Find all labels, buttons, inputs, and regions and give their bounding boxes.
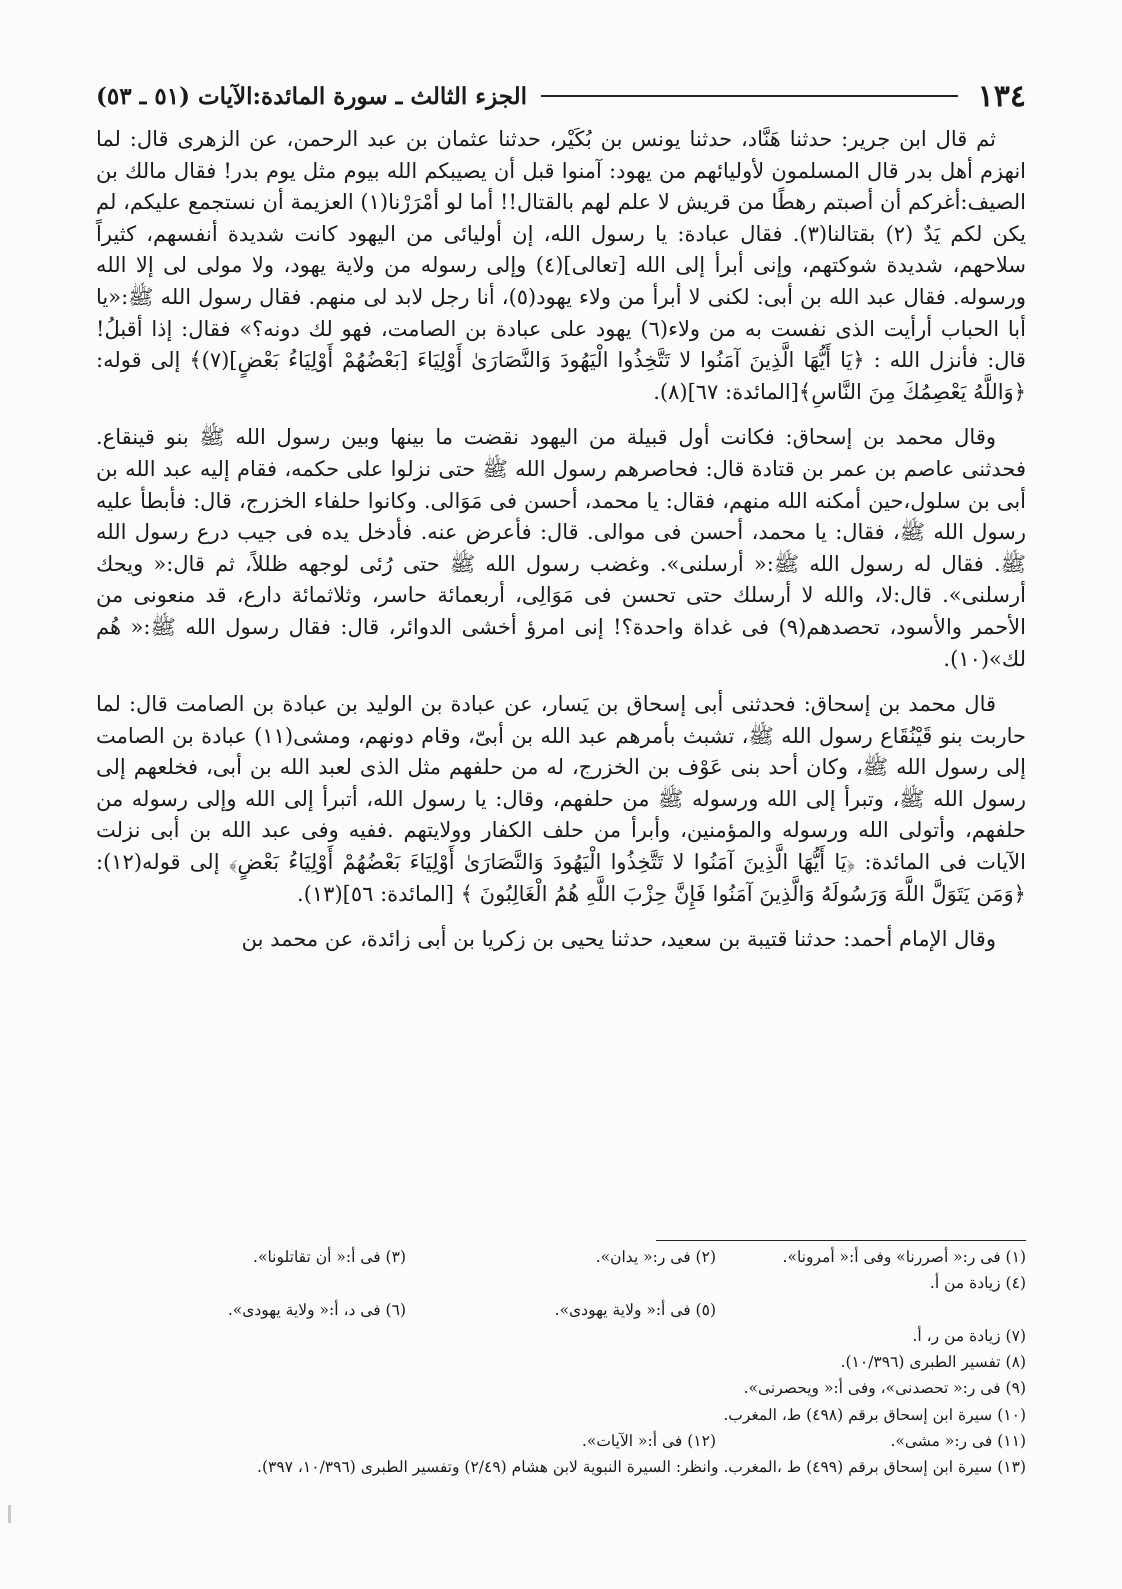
footnote: (١١) فى ر:« مشى». — [890, 1432, 1026, 1451]
footnote-row — [96, 1428, 1026, 1454]
footnote-spacer — [716, 1297, 1026, 1323]
footnote: (٨) تفسير الطبرى (١٠/٣٩٦). — [840, 1353, 1026, 1372]
footnote: (٦) فى د، أ:« ولاية يهودى». — [227, 1300, 406, 1319]
footnote: (١) فى ر:« أصررنا» وفى أ:« أمرونا». — [782, 1248, 1026, 1266]
scan-edge-mark — [8, 1505, 11, 1523]
footnote: (٤) زيادة من أ. — [929, 1274, 1026, 1293]
footnote-row — [96, 1244, 1026, 1270]
footnote: (٩) فى ر:« تحصدنى»، وفى أ:« ويحصرنى». — [743, 1379, 1026, 1398]
footnote: (٣) فى أ:« أن تقاتلونا». — [253, 1248, 406, 1266]
footnote-row — [96, 1297, 1026, 1323]
footnote: (٧) زيادة من ر، أ. — [912, 1326, 1026, 1345]
footnote: (٥) فى أ:« ولاية يهودى». — [554, 1300, 716, 1319]
footnotes — [96, 1244, 1026, 1481]
paragraph: قال محمد بن إسحاق: فحدثنى أبى إسحاق بن يَسار، عن عبادة بن الوليد بن عبادة بن الصامت قال: لما حاربت بنو قَيْنُقَاع رسول الله ﷺ، تشبث بأمرهم عبد الله بن أبىّ، وقام دونهم، ومشى(١١) عبادة بن الصامت إلى رسول الله ﷺ، وكان أحد بنى عَوْف بن الخزرج، له من حلفهم مثل الذى لعبد الله بن أبى، فخلعهم إلى رسول الله ﷺ، وتبرأ إلى الله ورسوله ﷺ من حلفهم، وقال: يا رسول الله، أتبرأ إلى الله وإلى رسوله من حلفهم، وأتولى الله ورسوله والمؤمنين، وأبرأ من حلف الكفار وولايتهم .ففيه وفى عبد الله بن أبى نزلت الآيات فى المائدة: ﴿يَا أَيُّهَا الَّذِينَ آمَنُوا لا تَتَّخِذُوا الْيَهُودَ وَالنَّصَارَىٰ أَوْلِيَاءَ بَعْضُهُمْ أَوْلِيَاءُ بَعْضٍ﴾ إلى قوله(١٢): ﴿وَمَن يَتَوَلَّ اللَّهَ وَرَسُولَهُ وَالَّذِينَ آمَنُوا فَإِنَّ حِزْبَ اللَّهِ هُمُ الْغَالِبُونَ ﴾ [المائدة: ٥٦](١٣). — [96, 692, 1026, 906]
header-rule — [541, 95, 958, 97]
footnote: (٢) فى ر:« يدان». — [595, 1248, 716, 1266]
main-text — [96, 124, 1026, 970]
footnote-spacer — [96, 1428, 406, 1454]
paragraph: وقال الإمام أحمد: حدثنا قتيبة بن سعيد، حدثنا يحيى بن زكريا بن أبى زائدة، عن محمد بن — [241, 927, 996, 952]
footnote: (١٣) سيرة ابن إسحاق برقم (٤٩٩) ط ،المغرب. وانظر: السيرة النبوية لابن هشام (٢/٤٩) وتفسير الطبرى (١٠/٣٩٦، ٣٩٧). — [257, 1458, 1026, 1477]
paragraph: وقال محمد بن إسحاق: فكانت أول قبيلة من اليهود نقضت ما بينها وبين رسول الله ﷺ بنو قينقاع. فحدثنى عاصم بن عمر بن قتادة قال: فحاصرهم رسول الله ﷺ حتى نزلوا على حكمه، فقام إليه عبد الله بن أبى بن سلول،حين أمكنه الله منهم، فقال: يا محمد، أحسن فى مَوَالى. وكانوا حلفاء الخزرج، قال: فأبطأ عليه رسول الله ﷺ، فقال: يا محمد، أحسن فى موالى. قال: فأعرض عنه. فأدخل يده فى جيب درع رسول الله ﷺ. فقال له رسول الله ﷺ:« أرسلنى». وغضب رسول الله ﷺ حتى رُئى لوجهه ظللاً، ثم قال:« ويحك أرسلنى». قال:لا، والله لا أرسلك حتى تحسن فى مَوَالِى، أربعمائة حاسر، وثلاثمائة دارع، قد منعونى من الأحمر والأسود، تحصدهم(٩) فى غداة واحدة؟! إنى امرؤ أخشى الدوائر، قال: فقال رسول الله ﷺ:« هُم لك»(١٠). — [96, 425, 1026, 671]
page-header — [96, 76, 1026, 116]
paragraph: ثم قال ابن جرير: حدثنا هَنَّاد، حدثنا يونس بن بُكَيْر، حدثنا عثمان بن عبد الرحمن، عن الزهرى قال: لما انهزم أهل بدر قال المسلمون لأوليائهم من يهود: آمنوا قبل أن يصيبكم الله بيوم مثل يوم بدر! فقال مالك بن الصيف:أغركم أن أصبتم رهطًا من قريش لا علم لهم بالقتال!! أما لو أمْرَرْنا(١) العزيمة أن نستجمع عليكم، لم يكن لكم يَدٌ (٢) بقتالنا(٣). فقال عبادة: يا رسول الله، إن أوليائى من اليهود كانت شديدة أنفسهم، كثيراً سلاحهم، شديدة شوكتهم، وإنى أبرأ إلى الله [تعالى](٤) وإلى رسوله من ولاية يهود، ولا مولى لى إلا الله ورسوله. فقال عبد الله بن أبى: لكنى لا أبرأ من ولاء يهود(٥)، أنا رجل لابد لى منهم. فقال رسول الله ﷺ:«يا أبا الحباب أرأيت الذى نفست به من ولاء(٦) يهود على عبادة بن الصامت، فهو لك دونه؟» فقال: إذا أقبلُ! قال: فأنزل الله : ﴿يَا أَيُّهَا الَّذِينَ آمَنُوا لا تَتَّخِذُوا الْيَهُودَ وَالنَّصَارَىٰ أَوْلِيَاءَ [بَعْضُهُمْ أَوْلِيَاءُ بَعْضٍ](٧)﴾ إلى قوله: ﴿وَاللَّهُ يَعْصِمُكَ مِنَ النَّاسِ﴾[المائدة: ٦٧](٨). — [96, 127, 1026, 404]
footnote: (١٠) سيرة ابن إسحاق برقم (٤٩٨) ط، المغرب. — [723, 1405, 1026, 1424]
page-number: ١٣٤ — [977, 78, 1026, 114]
footnote: (١٢) فى أ:« الآيات». — [581, 1432, 716, 1451]
running-title: الجزء الثالث ـ سورة المائدة:الآيات (٥١ ـ ٥٣) — [96, 82, 528, 110]
